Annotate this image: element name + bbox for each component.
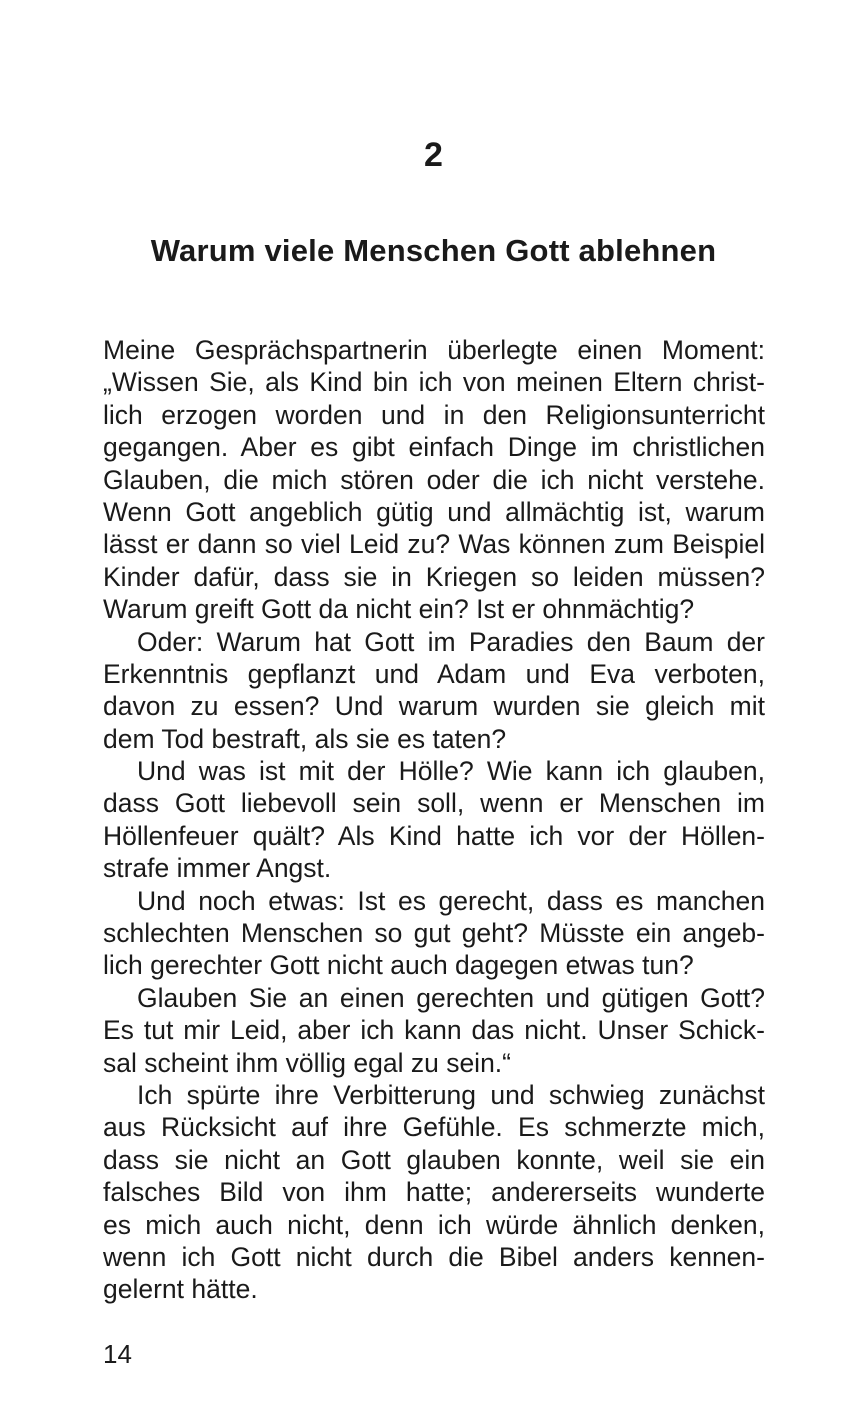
text-line: Und noch etwas: Ist es gerecht, dass es manchen <box>137 885 765 916</box>
text-line: Glauben, die mich stören oder die ich nicht verstehe. <box>103 464 765 495</box>
chapter-title: Warum viele Menschen Gott ablehnen <box>150 233 717 268</box>
text-line: wenn ich Gott nicht durch die Bibel anders kennen- <box>103 1241 765 1272</box>
text-line: lässt er dann so viel Leid zu? Was können zum Beispiel <box>103 529 765 560</box>
text-line: lich gerechter Gott nicht auch dagegen etwas tun? <box>103 950 694 981</box>
text-line: falsches Bild von ihm hatte; andererseits wunderte <box>103 1177 765 1208</box>
text-line: davon zu essen? Und warum wurden sie gleich mit <box>103 691 765 722</box>
text-line: Glauben Sie an einen gerechten und gütigen Gott? <box>137 982 765 1013</box>
text-line: strafe immer Angst. <box>103 853 332 884</box>
text-line: Warum greift Gott da nicht ein? Ist er ohnmächtig? <box>103 594 695 625</box>
text-line: sal scheint ihm völlig egal zu sein.“ <box>103 1047 511 1078</box>
text-line: Es tut mir Leid, aber ich kann das nicht. Unser Schick- <box>103 1015 765 1046</box>
text-line: Meine Gesprächspartnerin überlegte einen Moment: <box>103 335 765 365</box>
text-line: dass sie nicht an Gott glauben konnte, weil sie ein <box>103 1144 765 1175</box>
text-line: schlechten Menschen so gut geht? Müsste ein angeb- <box>103 918 765 949</box>
text-line: aus Rücksicht auf ihre Gefühle. Es schmerzte mich, <box>103 1112 765 1143</box>
text-line: „Wissen Sie, als Kind bin ich von meinen Eltern christ- <box>103 367 765 398</box>
text-line: es mich auch nicht, denn ich würde ähnlich denken, <box>103 1209 765 1240</box>
text-line: Kinder dafür, dass sie in Kriegen so leiden müssen? <box>103 561 765 592</box>
text-line: Und was ist mit der Hölle? Wie kann ich glauben, <box>137 756 765 787</box>
text-line: gegangen. Aber es gibt einfach Dinge im christlichen <box>103 432 765 463</box>
chapter-number: 2 <box>424 136 443 174</box>
text-line: dem Tod bestraft, als sie es taten? <box>103 723 507 754</box>
text-line: Erkenntnis gepflanzt und Adam und Eva verboten, <box>103 658 765 689</box>
text-line: dass Gott liebevoll sein soll, wenn er Menschen im <box>103 788 765 819</box>
text-line: lich erzogen worden und in den Religionsunterricht <box>103 399 765 430</box>
text-line: Höllenfeuer quält? Als Kind hatte ich vor der Höllen- <box>103 820 765 851</box>
body-text <box>103 334 765 1306</box>
text-line: Oder: Warum hat Gott im Paradies den Baum der <box>137 626 765 657</box>
text-line: gelernt hätte. <box>103 1274 258 1305</box>
text-line: Wenn Gott angeblich gütig und allmächtig ist, warum <box>103 496 765 527</box>
page-number: 14 <box>103 1339 132 1369</box>
text-line: Ich spürte ihre Verbitterung und schwieg zunächst <box>137 1079 765 1110</box>
